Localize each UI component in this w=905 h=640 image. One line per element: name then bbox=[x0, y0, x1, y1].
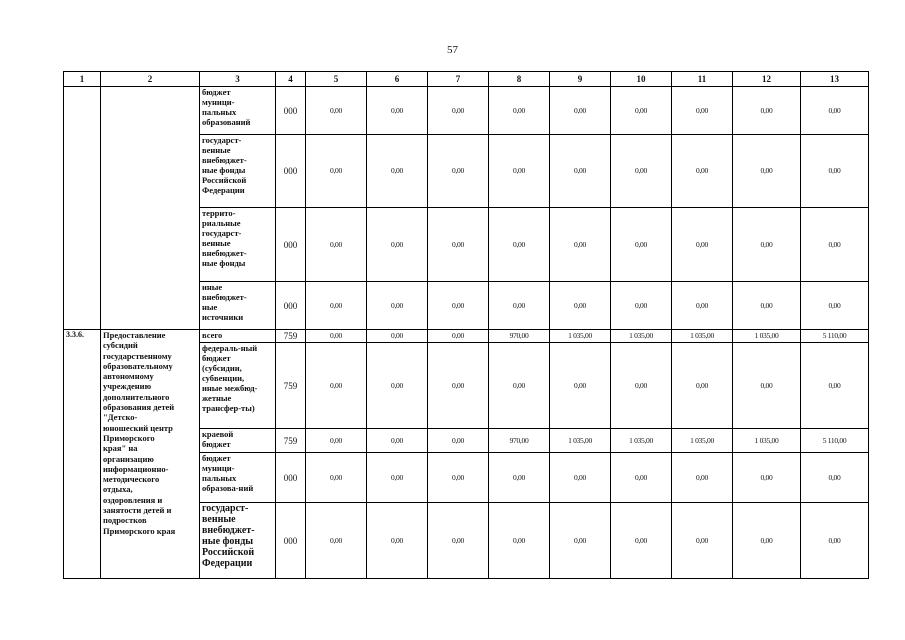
funding-source bbox=[200, 429, 276, 453]
funding-source bbox=[200, 503, 276, 579]
code-cell: 000 bbox=[276, 503, 306, 579]
value-cell: 0,00 bbox=[489, 135, 550, 208]
value-cell: 0,00 bbox=[489, 343, 550, 429]
value-cell: 0,00 bbox=[489, 503, 550, 579]
value-cell: 0,00 bbox=[672, 503, 733, 579]
value-cell: 1 035,00 bbox=[672, 429, 733, 453]
value-cell: 0,00 bbox=[367, 343, 428, 429]
value-cell: 1 035,00 bbox=[611, 429, 672, 453]
value-cell: 0,00 bbox=[801, 135, 869, 208]
value-cell: 0,00 bbox=[428, 330, 489, 343]
value-cell: 0,00 bbox=[550, 503, 611, 579]
funding-source bbox=[200, 135, 276, 208]
funding-source-text: федераль-ный бюджет (субсидии, субвенции, иные межбюд- жетные трансфер-ты) bbox=[202, 343, 258, 413]
header-row bbox=[64, 72, 869, 87]
value-cell: 0,00 bbox=[672, 135, 733, 208]
value-cell: 1 035,00 bbox=[550, 330, 611, 343]
budget-table bbox=[63, 71, 869, 579]
code-cell: 000 bbox=[276, 282, 306, 330]
value-cell: 0,00 bbox=[733, 343, 801, 429]
funding-source-text: краевой бюджет bbox=[202, 429, 234, 449]
value-cell: 0,00 bbox=[801, 87, 869, 135]
value-cell: 970,00 bbox=[489, 429, 550, 453]
value-cell: 0,00 bbox=[672, 343, 733, 429]
value-cell: 0,00 bbox=[611, 87, 672, 135]
value-cell: 0,00 bbox=[489, 453, 550, 503]
funding-source-text: иные внебюджет- ные источники bbox=[202, 282, 247, 322]
value-cell: 0,00 bbox=[611, 343, 672, 429]
value-cell: 0,00 bbox=[550, 135, 611, 208]
funding-source-text: государст- венные внебюджет- ные фонды Российской Федерации bbox=[202, 135, 247, 195]
value-cell: 0,00 bbox=[733, 135, 801, 208]
value-cell: 0,00 bbox=[367, 282, 428, 330]
value-cell: 0,00 bbox=[733, 208, 801, 282]
col-header: 8 bbox=[489, 72, 550, 87]
col-header: 1 bbox=[64, 72, 101, 87]
item-number-empty bbox=[64, 87, 101, 330]
value-cell: 0,00 bbox=[489, 208, 550, 282]
col-header: 10 bbox=[611, 72, 672, 87]
value-cell: 0,00 bbox=[428, 429, 489, 453]
col-header: 2 bbox=[101, 72, 200, 87]
value-cell: 0,00 bbox=[801, 208, 869, 282]
value-cell: 0,00 bbox=[306, 135, 367, 208]
value-cell: 0,00 bbox=[367, 208, 428, 282]
value-cell: 0,00 bbox=[428, 343, 489, 429]
value-cell: 0,00 bbox=[672, 208, 733, 282]
value-cell: 0,00 bbox=[550, 87, 611, 135]
value-cell: 970,00 bbox=[489, 330, 550, 343]
page-number: 57 bbox=[447, 44, 458, 56]
table-row bbox=[64, 87, 869, 135]
value-cell: 0,00 bbox=[733, 87, 801, 135]
col-header: 7 bbox=[428, 72, 489, 87]
col-header: 9 bbox=[550, 72, 611, 87]
funding-source bbox=[200, 343, 276, 429]
value-cell: 0,00 bbox=[672, 87, 733, 135]
funding-source bbox=[200, 330, 276, 343]
value-cell: 0,00 bbox=[306, 87, 367, 135]
funding-source bbox=[200, 453, 276, 503]
value-cell: 0,00 bbox=[801, 503, 869, 579]
value-cell: 0,00 bbox=[611, 503, 672, 579]
value-cell: 0,00 bbox=[733, 503, 801, 579]
col-header: 12 bbox=[733, 72, 801, 87]
value-cell: 0,00 bbox=[611, 208, 672, 282]
value-cell: 0,00 bbox=[733, 453, 801, 503]
code-cell: 759 bbox=[276, 429, 306, 453]
value-cell: 0,00 bbox=[489, 87, 550, 135]
value-cell: 0,00 bbox=[550, 453, 611, 503]
value-cell: 0,00 bbox=[367, 330, 428, 343]
funding-source bbox=[200, 282, 276, 330]
value-cell: 0,00 bbox=[367, 87, 428, 135]
value-cell: 0,00 bbox=[611, 453, 672, 503]
value-cell: 1 035,00 bbox=[672, 330, 733, 343]
funding-source bbox=[200, 87, 276, 135]
funding-source-text: террито- риальные государст- венные внебюджет- ные фонды bbox=[202, 208, 247, 268]
value-cell: 1 035,00 bbox=[550, 429, 611, 453]
value-cell: 0,00 bbox=[367, 453, 428, 503]
value-cell: 0,00 bbox=[733, 282, 801, 330]
value-cell: 0,00 bbox=[428, 87, 489, 135]
funding-source-text: всего bbox=[202, 330, 223, 340]
value-cell: 0,00 bbox=[306, 453, 367, 503]
value-cell: 0,00 bbox=[672, 282, 733, 330]
col-header: 13 bbox=[801, 72, 869, 87]
value-cell: 0,00 bbox=[428, 503, 489, 579]
col-header: 4 bbox=[276, 72, 306, 87]
table-row bbox=[64, 330, 869, 343]
funding-source-text: бюджет муници- пальных образова-ний bbox=[202, 453, 254, 493]
value-cell: 0,00 bbox=[306, 503, 367, 579]
code-cell: 000 bbox=[276, 87, 306, 135]
item-name bbox=[101, 330, 200, 579]
value-cell: 0,00 bbox=[611, 282, 672, 330]
value-cell: 0,00 bbox=[428, 282, 489, 330]
value-cell: 0,00 bbox=[672, 453, 733, 503]
value-cell: 0,00 bbox=[367, 503, 428, 579]
value-cell: 0,00 bbox=[367, 429, 428, 453]
value-cell: 0,00 bbox=[801, 282, 869, 330]
value-cell: 1 035,00 bbox=[611, 330, 672, 343]
value-cell: 0,00 bbox=[306, 343, 367, 429]
code-cell: 000 bbox=[276, 453, 306, 503]
value-cell: 0,00 bbox=[428, 135, 489, 208]
code-cell: 000 bbox=[276, 135, 306, 208]
item-name-empty bbox=[101, 87, 200, 330]
funding-source bbox=[200, 208, 276, 282]
value-cell: 0,00 bbox=[550, 343, 611, 429]
value-cell: 0,00 bbox=[801, 453, 869, 503]
value-cell: 0,00 bbox=[489, 282, 550, 330]
value-cell: 5 110,00 bbox=[801, 330, 869, 343]
value-cell: 0,00 bbox=[306, 330, 367, 343]
value-cell: 0,00 bbox=[428, 208, 489, 282]
value-cell: 0,00 bbox=[306, 208, 367, 282]
code-cell: 759 bbox=[276, 330, 306, 343]
value-cell: 0,00 bbox=[306, 282, 367, 330]
value-cell: 0,00 bbox=[550, 282, 611, 330]
value-cell: 0,00 bbox=[550, 208, 611, 282]
col-header: 5 bbox=[306, 72, 367, 87]
col-header: 11 bbox=[672, 72, 733, 87]
col-header: 6 bbox=[367, 72, 428, 87]
item-name-text: Предоставление субсидий государственному образовательному автономному учреждению дополнительного образования детей "Детско- юношеский центр Приморского края" на организацию информационно- методического отдыха, оздоровления и занятости детей и подростков Приморского края bbox=[103, 330, 176, 536]
funding-source-text: государст- венные внебюджет- ные фонды Российской Федерации bbox=[202, 503, 255, 569]
funding-source-text: бюджет муници- пальных образований bbox=[202, 87, 251, 127]
value-cell: 1 035,00 bbox=[733, 330, 801, 343]
value-cell: 5 110,00 bbox=[801, 429, 869, 453]
value-cell: 0,00 bbox=[306, 429, 367, 453]
item-number: 3.3.6. bbox=[64, 330, 101, 579]
value-cell: 0,00 bbox=[428, 453, 489, 503]
value-cell: 0,00 bbox=[801, 343, 869, 429]
value-cell: 1 035,00 bbox=[733, 429, 801, 453]
value-cell: 0,00 bbox=[611, 135, 672, 208]
code-cell: 759 bbox=[276, 343, 306, 429]
value-cell: 0,00 bbox=[367, 135, 428, 208]
code-cell: 000 bbox=[276, 208, 306, 282]
col-header: 3 bbox=[200, 72, 276, 87]
